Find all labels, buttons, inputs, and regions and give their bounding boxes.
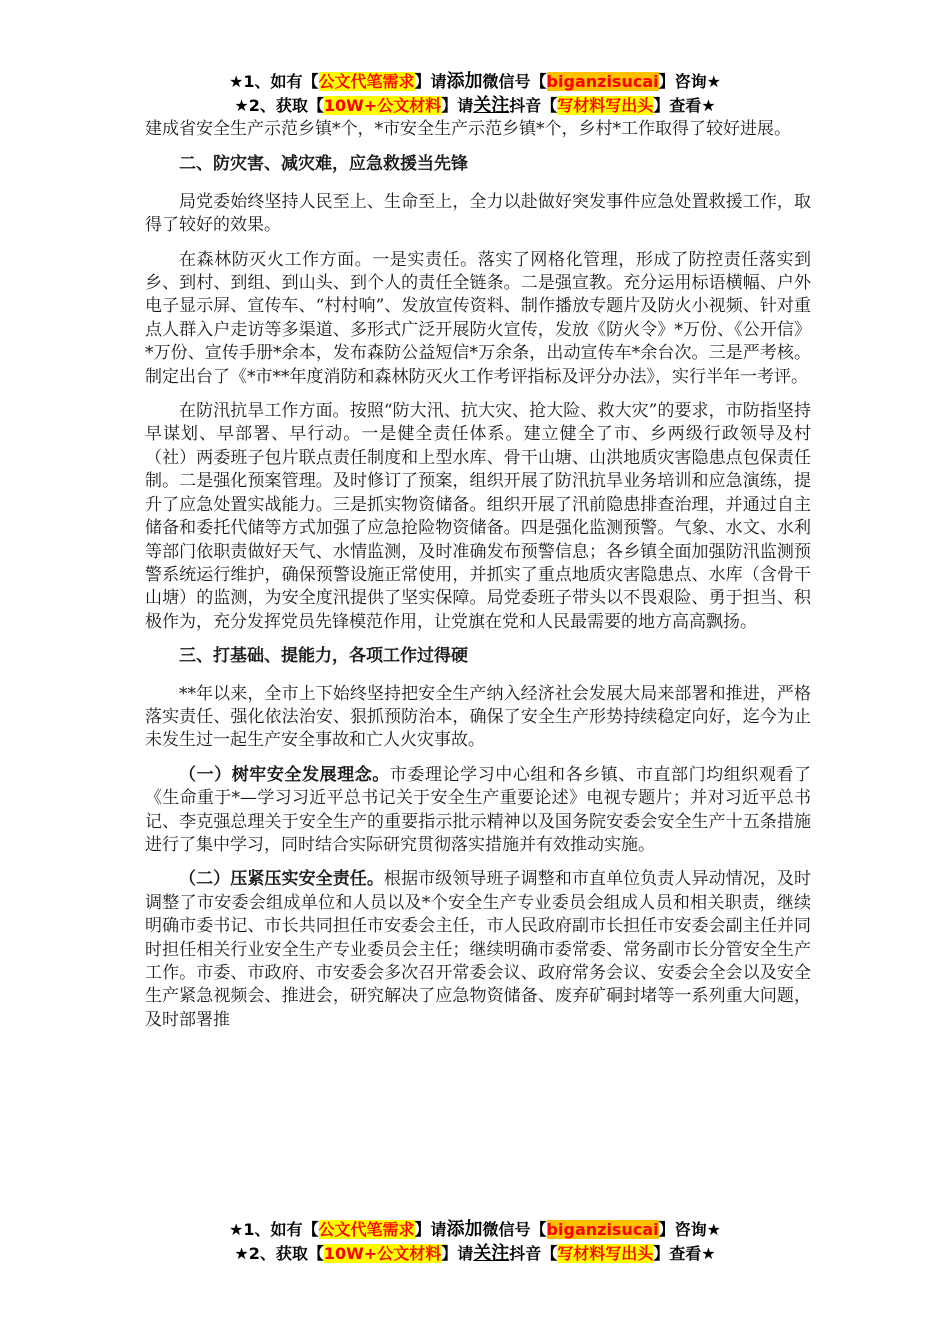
banner-highlight-douyin[interactable]: 写材料写出头 <box>557 96 654 115</box>
banner-text: 微信号【 <box>482 72 547 91</box>
banner-text: 微信号【 <box>482 1220 547 1239</box>
paragraph: **年以来，全市上下始终坚持把安全生产纳入经济社会发展大局来部署和推进，严格落实责任、强化依法治安、狠抓预防治本，确保了安全生产形势持续稳定向好，迄今为止未发生过一起生产安全事故和亡人火灾事故。 <box>145 683 811 751</box>
banner-top-line-2 <box>0 94 950 118</box>
banner-highlight-materials[interactable]: 10W+公文材料 <box>323 1244 442 1263</box>
banner-text: 】咨询★ <box>658 72 721 91</box>
banner-bottom-line-2 <box>0 1242 950 1266</box>
banner-top-line-1 <box>0 70 950 94</box>
banner-emphasis: 添加 <box>446 71 483 92</box>
banner-highlight-wechat-id[interactable]: biganzisucai <box>546 1220 659 1239</box>
banner-text: 】请 <box>414 72 447 91</box>
document-body <box>145 118 811 1043</box>
section-heading: 三、打基础、提能力，各项工作过得硬 <box>179 646 468 667</box>
banner-highlight-materials[interactable]: 10W+公文材料 <box>323 96 442 115</box>
paragraph-lead: （二）压紧压实安全责任。 <box>179 869 384 890</box>
banner-emphasis: 关注 <box>473 1243 510 1264</box>
paragraph <box>145 764 811 858</box>
banner-text: ★1、如有【 <box>229 1220 319 1239</box>
paragraph-text: 根据市级领导班子调整和市直单位负责人异动情况，及时调整了市安委会组成单位和人员以及*个安全生产专业委员会组成人员和相关职责，继续明确市委书记、市长共同担任市安委会主任，市人民政府副市长担任市安委会副主任并同时担任相关行业安全生产专业委员会主任；继续明确市委常委、常务副市长分管安全生产工作。市委、市政府、市安委会多次召开常委会议、政府常务会议、安委会全会以及安全生产紧急视频会、推进会，研究解决了应急物资储备、废弃矿硐封堵等一系列重大问题，及时部署推 <box>145 869 811 1030</box>
banner-highlight-wechat-id[interactable]: biganzisucai <box>546 72 659 91</box>
banner-text: ★2、获取【 <box>234 96 324 115</box>
paragraph: 局党委始终坚持人民至上、生命至上，全力以赴做好突发事件应急处置救援工作，取得了较好的效果。 <box>145 191 811 236</box>
banner-text: 】请 <box>414 1220 447 1239</box>
section-heading: 二、防灾害、减灾难，应急救援当先锋 <box>179 154 468 175</box>
banner-text: 】咨询★ <box>658 1220 721 1239</box>
paragraph-lead: （一）树牢安全发展理念。 <box>179 764 390 785</box>
banner-text: 抖音【 <box>509 96 558 115</box>
paragraph: 建成省安全生产示范乡镇*个，*市安全生产示范乡镇*个，乡村*工作取得了较好进展。 <box>145 119 791 139</box>
paragraph <box>145 868 811 1032</box>
banner-highlight-douyin[interactable]: 写材料写出头 <box>557 1244 654 1263</box>
banner-text: 】查看★ <box>653 1244 716 1263</box>
paragraph: 在森林防灭火工作方面。一是实责任。落实了网格化管理，形成了防控责任落实到乡、到村、到组、到山头、到个人的责任全链条。二是强宣教。充分运用标语横幅、户外电子显示屏、宣传车、“村村响”、发放宣传资料、制作播放专题片及防火小视频、针对重点人群入户走访等多渠道、多形式广泛开展防火宣传，发放《防火令》*万份、《公开信》*万份、宣传手册*余本，发布森防公益短信*万余条，出动宣传车*余台次。三是严考核。制定出台了《*市**年度消防和森林防灭火工作考评指标及评分办法》，实行半年一考评。 <box>145 249 811 387</box>
paragraph: 在防汛抗旱工作方面。按照“防大汛、抗大灾、抢大险、救大灾”的要求，市防指坚持早谋划、早部署、早行动。一是健全责任体系。建立健全了市、乡两级行政领导及村（社）两委班子包片联点责任制度和上型水库、骨干山塘、山洪地质灾害隐患点包保责任制。二是强化预案管理。及时修订了预案，组织开展了防汛抗旱业务培训和应急演练，提升了应急处置实战能力。三是抓实物资储备。组织开展了汛前隐患排查治理，并通过自主储备和委托代储等方式加强了应急抢险物资储备。四是强化监测预警。气象、水文、水利等部门依职责做好天气、水情监测，及时准确发布预警信息；各乡镇全面加强防汛监测预警系统运行维护，确保预警设施正常使用，并抓实了重点地质灾害隐患点、水库（含骨干山塘）的监测，为安全度汛提供了坚实保障。局党委班子带头以不畏艰险、勇于担当、积极作为，充分发挥党员先锋模范作用，让党旗在党和人民最需要的地方高高飘扬。 <box>145 401 811 632</box>
paragraph-text: 市委理论学习中心组和各乡镇、市直部门均组织观看了《生命重于*—学习习近平总书记关于安全生产重要论述》电视专题片；并对习近平总书记、李克强总理关于安全生产的重要指示批示精神以及国务院安委会安全生产十五条措施进行了集中学习，同时结合实际研究贯彻落实措施并有效推动实施。 <box>145 764 812 855</box>
banner-text: ★2、获取【 <box>234 1244 324 1263</box>
banner-text: 抖音【 <box>509 1244 558 1263</box>
banner-emphasis: 关注 <box>473 95 510 116</box>
banner-bottom-line-1 <box>0 1218 950 1242</box>
banner-highlight-service[interactable]: 公文代笔需求 <box>318 1220 415 1239</box>
banner-text: ★1、如有【 <box>229 72 319 91</box>
banner-text: 】请 <box>441 96 474 115</box>
banner-text: 】查看★ <box>653 96 716 115</box>
banner-highlight-service[interactable]: 公文代笔需求 <box>318 72 415 91</box>
banner-emphasis: 添加 <box>446 1219 483 1240</box>
banner-text: 】请 <box>441 1244 474 1263</box>
